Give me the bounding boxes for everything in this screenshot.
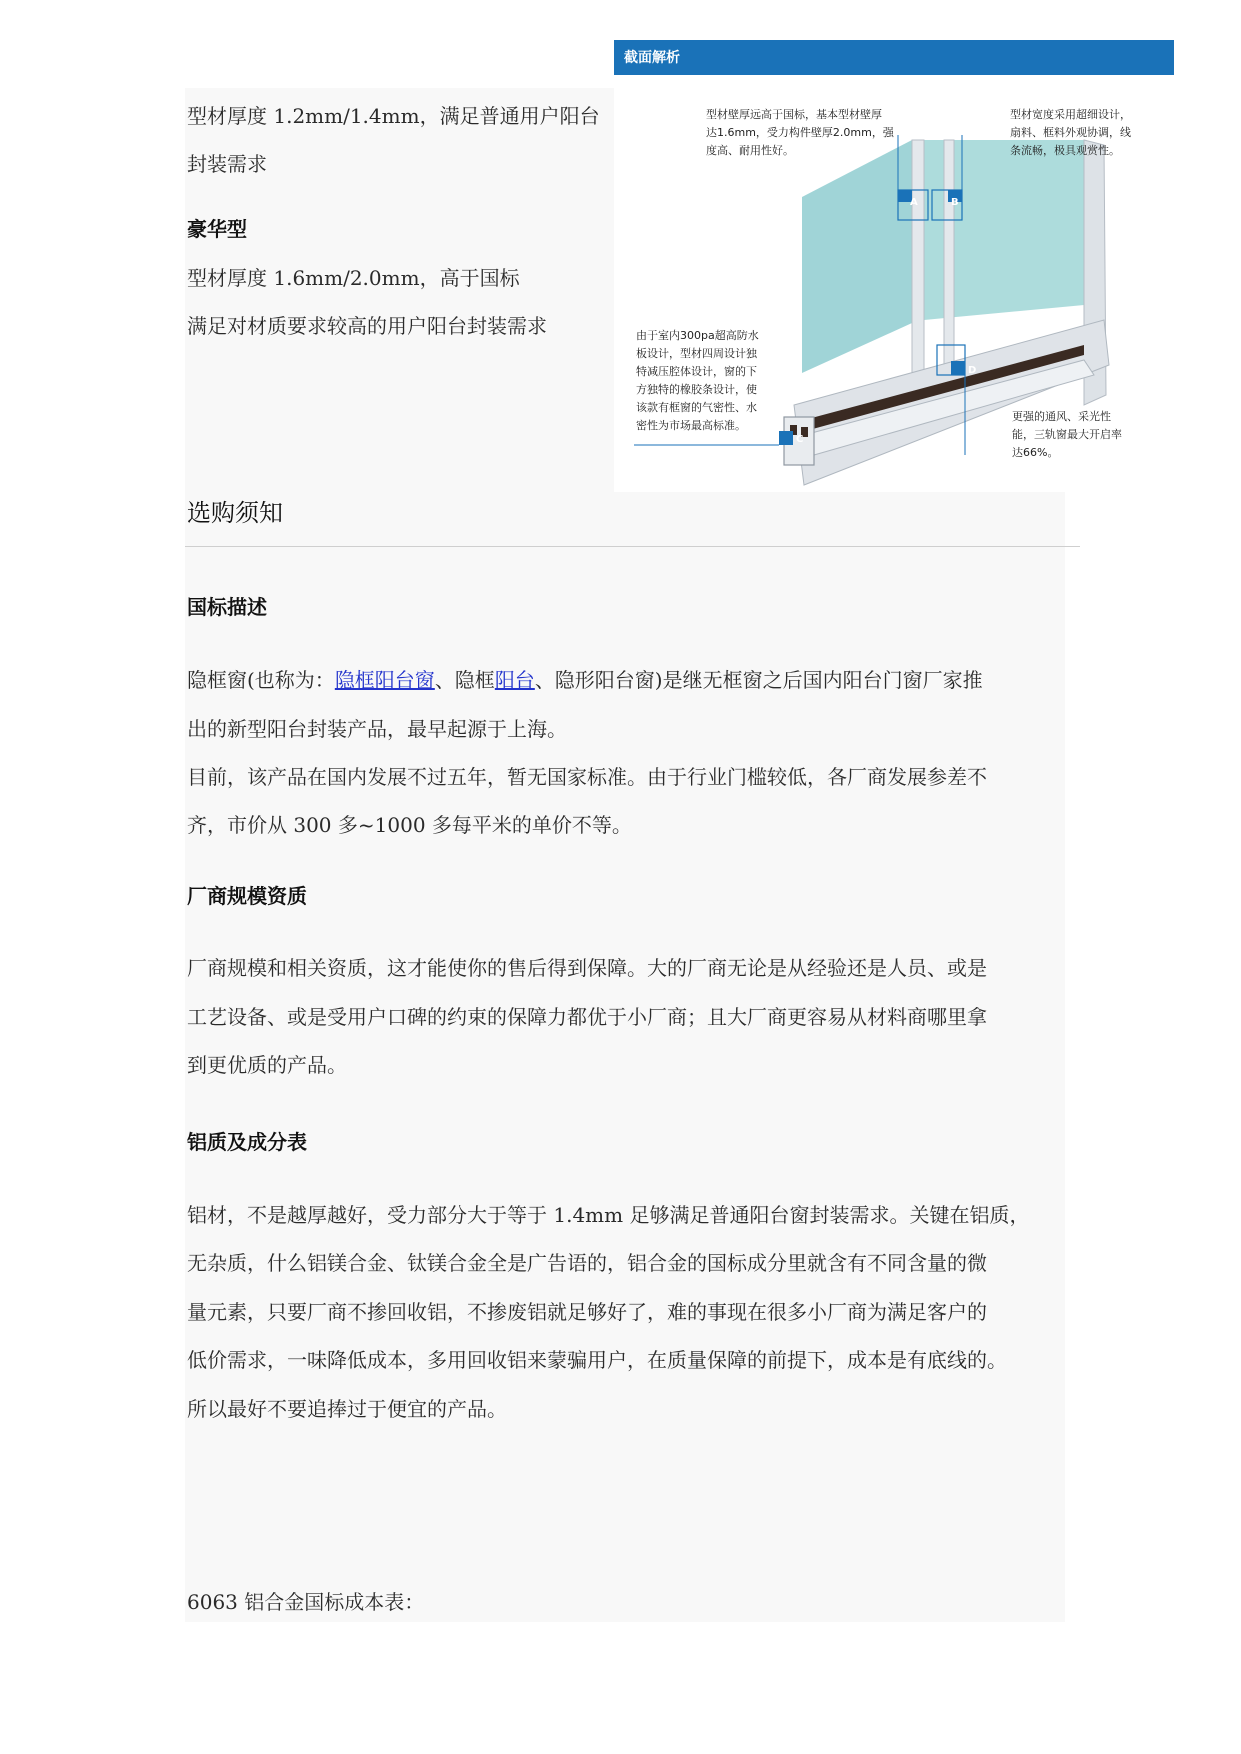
vendor-line-2: 工艺设备、或是受用户口碑的约束的保障力都优于小厂商；且大厂商更容易从材料商哪里拿 <box>187 1005 987 1029</box>
intro-line-1: 型材厚度 1.2mm/1.4mm，满足普通用户阳台 <box>187 104 600 128</box>
alu-heading: 铝质及成分表 <box>187 1130 307 1154</box>
vendor-line-3: 到更优质的产品。 <box>187 1053 347 1077</box>
section-divider <box>185 546 1080 547</box>
note-d: 更强的通风、采光性 能，三轨窗最大开启率 达66%。 <box>1012 410 1122 459</box>
cross-section-figure <box>614 40 1174 492</box>
alu-line-3: 量元素，只要厂商不掺回收铝，不掺废铝就足够好了，难的事现在很多小厂商为满足客户的 <box>187 1300 987 1324</box>
luxury-heading: 豪华型 <box>187 217 247 241</box>
vendor-heading: 厂商规模资质 <box>187 884 307 908</box>
guobiao-line-4: 齐，市价从 300 多~1000 多每平米的单价不等。 <box>187 813 632 837</box>
label-a: A <box>910 197 918 208</box>
mullion-b <box>944 140 954 380</box>
note-a: 型材壁厚远高于国标，基本型材壁厚 达1.6mm，受力构件壁厚2.0mm，强 度高、耐用性好。 <box>706 108 894 157</box>
note-b: 型材宽度采用超细设计， 扇料、框料外观协调，线 条流畅，极具观赏性。 <box>1010 108 1131 157</box>
section-title: 选购须知 <box>187 499 283 527</box>
figure-title-bar <box>614 40 1174 75</box>
link-hidden-frame-balcony-window[interactable]: 隐框阳台窗 <box>334 668 435 692</box>
vendor-line-1: 厂商规模和相关资质，这才能使你的售后得到保障。大的厂商无论是从经验还是人员、或是 <box>187 956 987 980</box>
glass-pane-left <box>802 140 912 373</box>
mullion-a <box>912 140 924 390</box>
figure-title: 截面解析 <box>624 50 680 66</box>
alu-line-5: 所以最好不要追捧过于便宜的产品。 <box>187 1397 507 1421</box>
alu-line-1: 铝材，不是越厚越好，受力部分大于等于 1.4mm 足够满足普通阳台窗封装需求。关键在铝质， <box>187 1203 1030 1227</box>
note-c: 由于室内300pa超高防水 板设计，型材四周设计独 特减压腔体设计，窗的下 方独特的橡胶条设计，使 该款有框窗的气密性、水 密性为市场最高标准。 <box>636 329 759 432</box>
guobiao-line-2: 出的新型阳台封装产品，最早起源于上海。 <box>187 717 567 741</box>
table-caption: 6063 铝合金国标成本表： <box>187 1590 425 1614</box>
luxury-line-2: 满足对材质要求较高的用户阳台封装需求 <box>187 314 547 338</box>
label-b: B <box>951 197 959 208</box>
label-c: C <box>796 434 804 445</box>
guobiao-line-1: 隐框窗(也称为：隐框阳台窗、隐框阳台、隐形阳台窗)是继无框窗之后国内阳台门窗厂家推 <box>187 668 983 692</box>
guobiao-heading: 国标描述 <box>187 595 267 619</box>
intro-line-2: 封装需求 <box>187 152 267 176</box>
guobiao-line-3: 目前，该产品在国内发展不过五年，暂无国家标准。由于行业门槛较低，各厂商发展参差不 <box>187 765 987 789</box>
alu-line-2: 无杂质，什么铝镁合金、钛镁合金全是广告语的，铝合金的国标成分里就含有不同含量的微 <box>187 1251 987 1275</box>
label-d: D <box>968 365 977 376</box>
link-balcony[interactable]: 阳台 <box>494 668 535 692</box>
alu-line-4: 低价需求，一味降低成本，多用回收铝来蒙骗用户，在质量保障的前提下，成本是有底线的。 <box>187 1348 1007 1372</box>
luxury-line-1: 型材厚度 1.6mm/2.0mm，高于国标 <box>187 266 520 290</box>
